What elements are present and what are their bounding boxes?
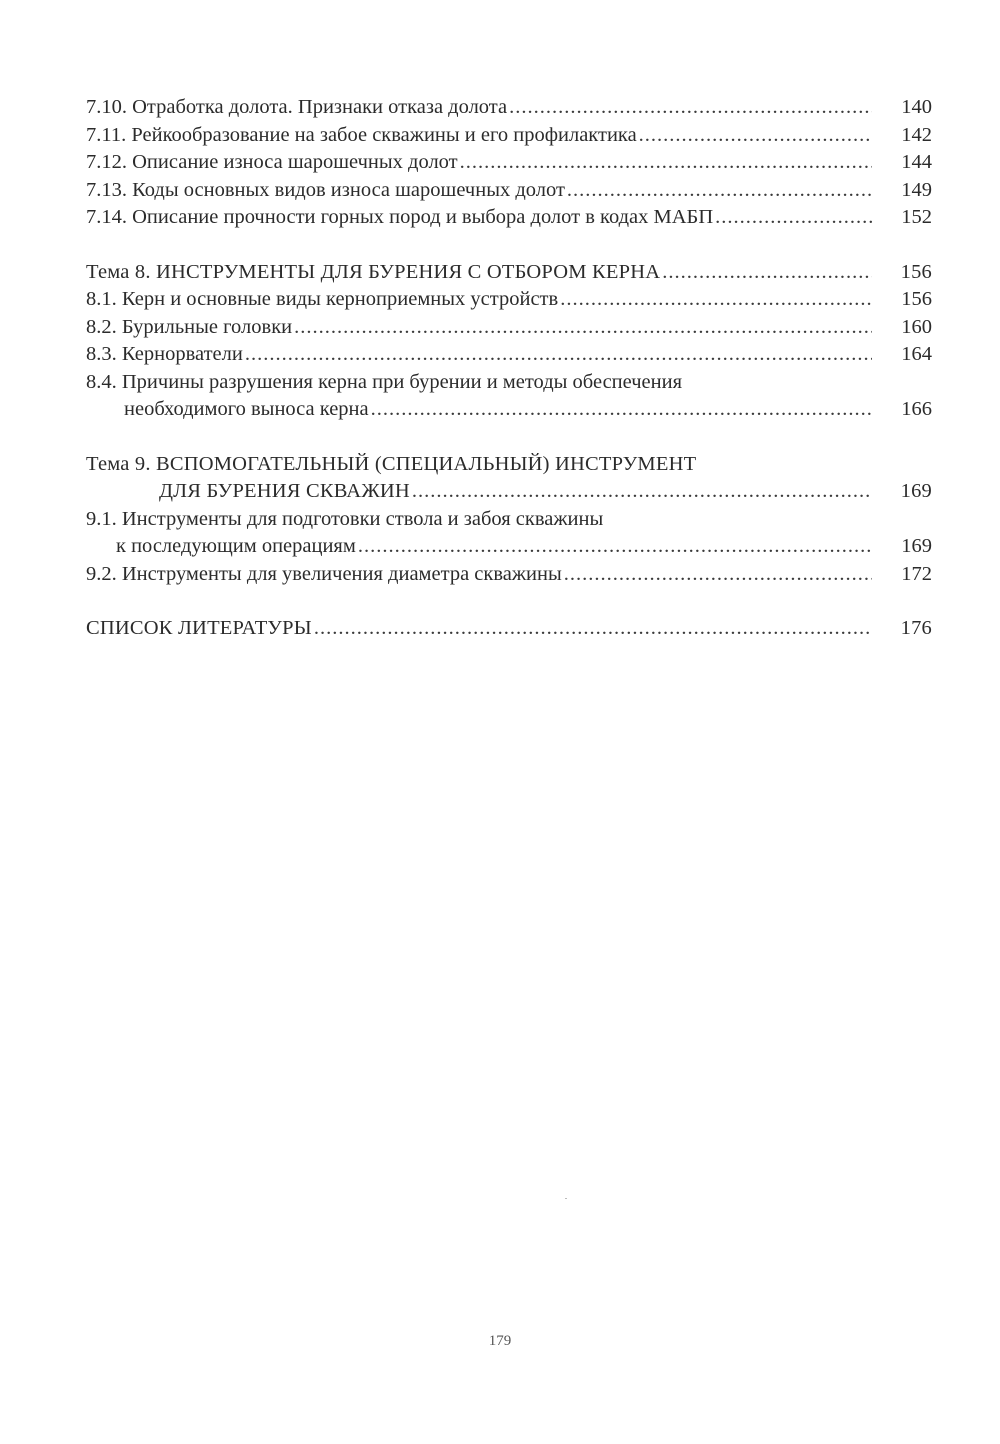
toc-entry-8-4[interactable] <box>86 369 932 424</box>
toc-entry-page: 176 <box>900 617 932 639</box>
toc-entry-8-2[interactable] <box>86 314 932 342</box>
toc-entry-7-14[interactable] <box>86 204 932 232</box>
toc-leader-dots <box>358 533 872 561</box>
toc-entry-7-12[interactable] <box>86 149 932 177</box>
toc-entry-title: 8.3. Кернорватели <box>86 343 243 365</box>
toc-entry-title: 9.2. Инструменты для увеличения диаметра скважины <box>86 562 562 585</box>
toc-leader-dots <box>460 149 872 177</box>
toc-entry-page: 156 <box>900 260 932 283</box>
section-gap <box>86 232 932 259</box>
toc-entry-title: 8.2. Бурильные головки <box>86 315 293 338</box>
toc-entry-8-1[interactable] <box>86 286 932 314</box>
toc-entry-title-line1: 8.4. Причины разрушения керна при бурении и методы обеспечения <box>86 370 683 393</box>
toc-entry-topic-8[interactable] <box>86 259 932 287</box>
toc-entry-page: 166 <box>901 398 932 420</box>
toc-entry-title-line2: ДЛЯ БУРЕНИЯ СКВАЖИН <box>159 480 410 502</box>
toc-leader-dots <box>412 478 872 506</box>
scan-speck <box>565 1198 567 1199</box>
toc-leader-dots <box>509 94 872 122</box>
toc-entry-title: 7.14. Описание прочности горных пород и выбора долот в кодах МАБП <box>86 206 714 228</box>
toc-leader-dots <box>560 286 872 314</box>
section-gap <box>86 588 932 615</box>
toc-entry-title: 7.11. Рейкообразование на забое скважины и его профилактика <box>86 123 637 146</box>
toc-entry-7-11[interactable] <box>86 122 932 150</box>
toc-leader-dots <box>639 122 872 150</box>
toc-leader-dots <box>715 204 872 232</box>
toc-entry-title: СПИСОК ЛИТЕРАТУРЫ <box>86 617 312 639</box>
toc-leader-dots <box>662 259 872 287</box>
toc-entry-title: 7.13. Коды основных видов износа шарошечных долот <box>86 178 565 201</box>
toc-entry-9-2[interactable] <box>86 561 932 589</box>
toc-entry-title: Тема 8. ИНСТРУМЕНТЫ ДЛЯ БУРЕНИЯ С ОТБОРОМ КЕРНА <box>86 260 661 283</box>
table-of-contents <box>86 94 932 643</box>
toc-leader-dots <box>371 396 872 424</box>
section-gap <box>86 424 932 451</box>
toc-entry-page: 156 <box>901 288 932 310</box>
toc-entry-page: 160 <box>901 315 932 338</box>
toc-entry-title-line2: необходимого выноса керна <box>124 398 369 420</box>
toc-leader-dots <box>245 341 872 369</box>
toc-entry-page: 142 <box>901 123 932 146</box>
toc-entry-7-10[interactable] <box>86 94 932 122</box>
toc-entry-page: 164 <box>901 343 932 365</box>
toc-entry-title: 7.10. Отработка долота. Признаки отказа долота <box>86 96 508 118</box>
toc-entry-title-line1: Тема 9. ВСПОМОГАТЕЛЬНЫЙ (СПЕЦИАЛЬНЫЙ) ИНСТРУМЕНТ <box>86 452 697 475</box>
toc-entry-title: 7.12. Описание износа шарошечных долот <box>86 151 458 173</box>
toc-entry-7-13[interactable] <box>86 177 932 205</box>
toc-entry-9-1[interactable] <box>86 506 932 561</box>
page-number: 179 <box>488 1333 512 1349</box>
toc-entry-title-line1: 9.1. Инструменты для подготовки ствола и забоя скважины <box>86 507 604 530</box>
toc-leader-dots <box>567 177 872 205</box>
toc-leader-dots <box>314 615 872 643</box>
toc-entry-page: 169 <box>900 480 932 502</box>
toc-leader-dots <box>294 314 872 342</box>
toc-entry-topic-9[interactable] <box>86 451 932 506</box>
toc-entry-title: 8.1. Керн и основные виды керноприемных устройств <box>86 288 559 310</box>
toc-entry-page: 149 <box>901 178 932 201</box>
toc-entry-page: 172 <box>901 562 932 585</box>
toc-entry-page: 140 <box>901 96 932 118</box>
toc-entry-title-line2: к последующим операциям <box>116 535 356 557</box>
toc-entry-page: 144 <box>901 151 932 173</box>
toc-entry-references[interactable] <box>86 615 932 643</box>
toc-entry-page: 169 <box>901 535 932 557</box>
toc-entry-8-3[interactable] <box>86 341 932 369</box>
toc-leader-dots <box>564 561 872 589</box>
toc-entry-page: 152 <box>901 206 932 228</box>
